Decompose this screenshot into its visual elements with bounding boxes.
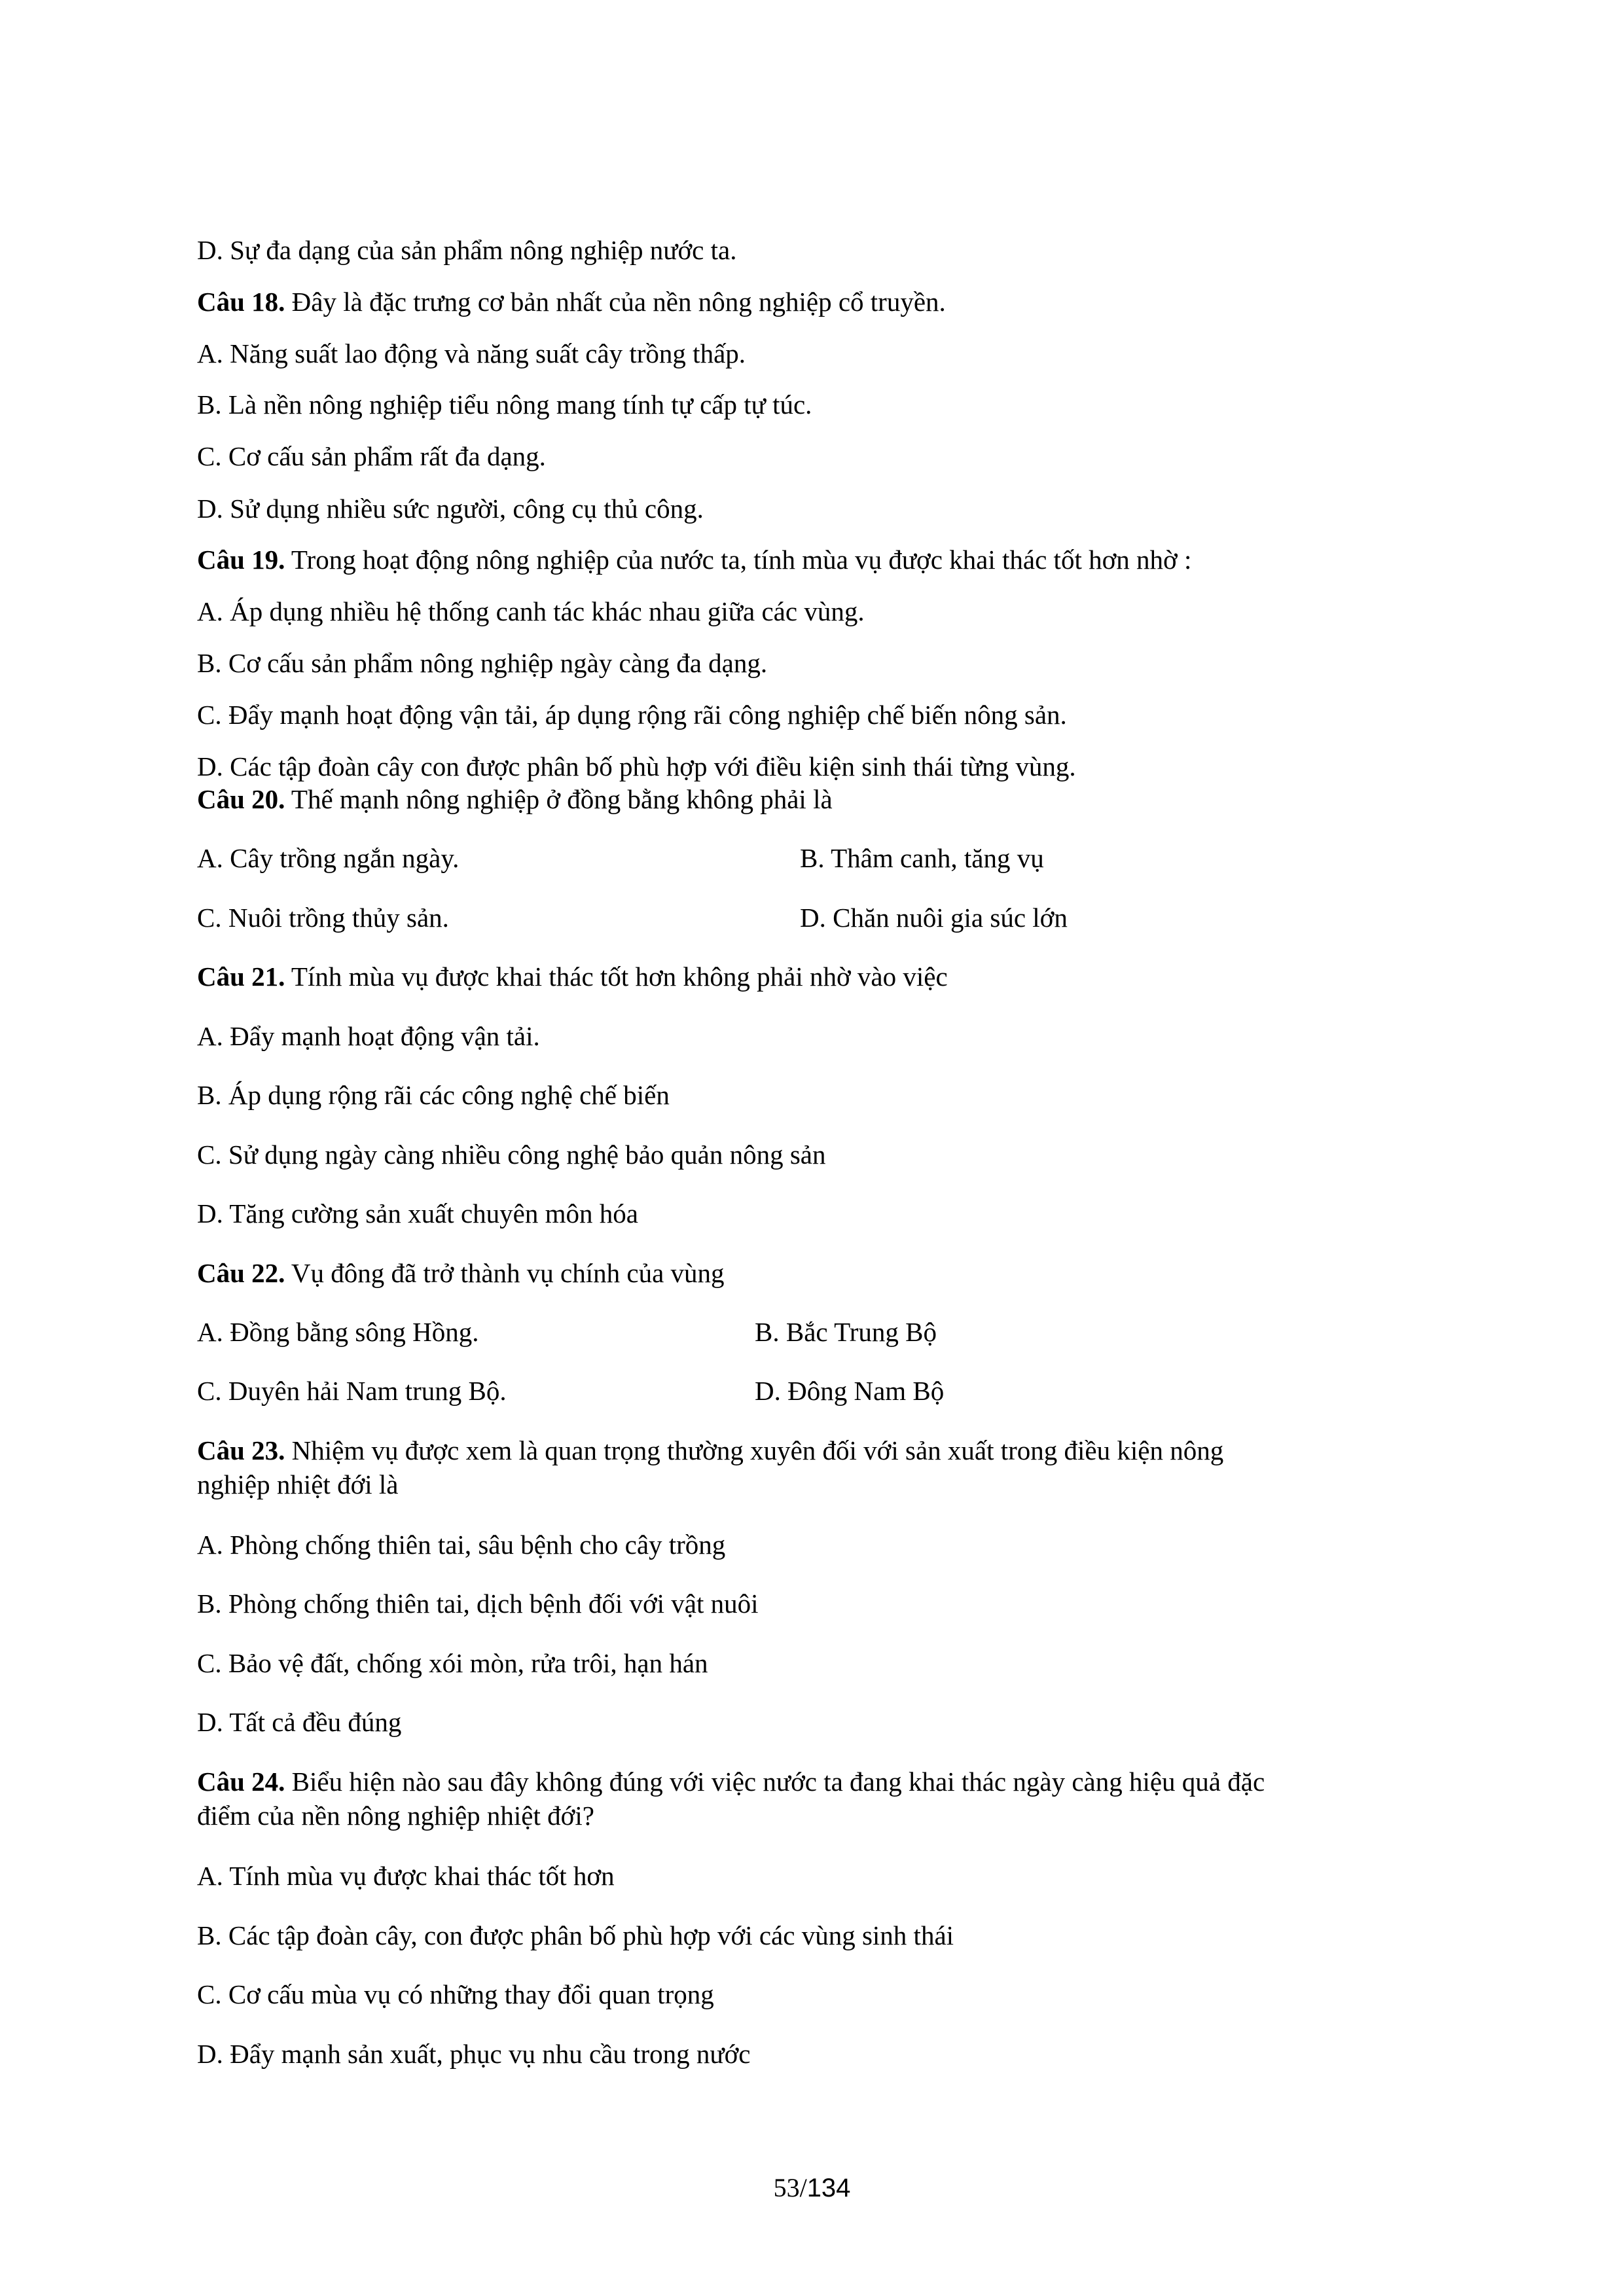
q20-option-d: D. Chăn nuôi gia súc lớn	[800, 903, 1068, 933]
q19-option-c: C. Đẩy mạnh hoạt động vận tải, áp dụng rộng rãi công nghiệp chế biến nông sản.	[197, 700, 1067, 730]
q21-option-b: B. Áp dụng rộng rãi các công nghệ chế biến	[197, 1080, 670, 1110]
page-number	[0, 2172, 1624, 2204]
q22-option-b: B. Bắc Trung Bộ	[755, 1317, 937, 1347]
q23-option-a: A. Phòng chống thiên tai, sâu bệnh cho cây trồng	[197, 1530, 726, 1560]
q24-option-b: B. Các tập đoàn cây, con được phân bố phù hợp với các vùng sinh thái	[197, 1920, 954, 1950]
q18-option-c: C. Cơ cấu sản phẩm rất đa dạng.	[197, 441, 546, 471]
page-current: 53/	[773, 2173, 807, 2202]
question-text: Trong hoạt động nông nghiệp của nước ta, tính mùa vụ được khai thác tốt hơn nhờ :	[285, 545, 1192, 575]
question-number: Câu 18.	[197, 287, 285, 317]
question-text: Thế mạnh nông nghiệp ở đồng bằng không phải là	[285, 784, 833, 814]
q19-option-a: A. Áp dụng nhiều hệ thống canh tác khác nhau giữa các vùng.	[197, 596, 865, 626]
question-19	[197, 543, 1191, 576]
question-21	[197, 960, 948, 993]
q24-option-c: C. Cơ cấu mùa vụ có những thay đổi quan trọng	[197, 1979, 714, 2009]
q20-option-b: B. Thâm canh, tăng vụ	[800, 843, 1044, 873]
q21-option-c: C. Sử dụng ngày càng nhiều công nghệ bảo quản nông sản	[197, 1139, 826, 1170]
q18-option-a: A. Năng suất lao động và năng suất cây trồng thấp.	[197, 338, 746, 368]
question-text: Nhiệm vụ được xem là quan trọng thường xuyên đối với sản xuất trong điều kiện nông	[285, 1435, 1224, 1465]
q23-option-b: B. Phòng chống thiên tai, dịch bệnh đối với vật nuôi	[197, 1588, 759, 1619]
question-number: Câu 21.	[197, 961, 285, 992]
question-number: Câu 23.	[197, 1435, 285, 1465]
question-24	[197, 1765, 1265, 1798]
question-22	[197, 1257, 725, 1289]
q22-option-a: A. Đồng bằng sông Hồng.	[197, 1317, 479, 1347]
q20-option-c: C. Nuôi trồng thủy sản.	[197, 903, 449, 933]
q17-option-d: D. Sự đa dạng của sản phẩm nông nghiệp nước ta.	[197, 235, 737, 265]
q21-option-a: A. Đẩy mạnh hoạt động vận tải.	[197, 1021, 540, 1051]
question-number: Câu 19.	[197, 545, 285, 575]
question-23	[197, 1434, 1223, 1467]
question-number: Câu 22.	[197, 1258, 285, 1288]
q24-option-a: A. Tính mùa vụ được khai thác tốt hơn	[197, 1861, 615, 1891]
q20-option-a: A. Cây trồng ngắn ngày.	[197, 843, 460, 873]
question-text: Tính mùa vụ được khai thác tốt hơn không phải nhờ vào việc	[285, 961, 948, 992]
question-text: Vụ đông đã trở thành vụ chính của vùng	[285, 1258, 725, 1288]
page-total: 134	[806, 2174, 851, 2202]
q21-option-d: D. Tăng cường sản xuất chuyên môn hóa	[197, 1198, 638, 1229]
q19-option-b: B. Cơ cấu sản phẩm nông nghiệp ngày càng đa dạng.	[197, 648, 768, 678]
q24-option-d: D. Đẩy mạnh sản xuất, phục vụ nhu cầu trong nước	[197, 2039, 751, 2069]
question-number: Câu 24.	[197, 1767, 285, 1797]
q18-option-d: D. Sử dụng nhiều sức người, công cụ thủ công.	[197, 493, 704, 524]
q23-option-c: C. Bảo vệ đất, chống xói mòn, rửa trôi, hạn hán	[197, 1648, 708, 1678]
q22-option-d: D. Đông Nam Bộ	[755, 1376, 945, 1406]
question-20	[197, 783, 833, 816]
question-24-continued: điểm của nền nông nghiệp nhiệt đới?	[197, 1801, 594, 1831]
question-18	[197, 285, 946, 318]
q22-option-c: C. Duyên hải Nam trung Bộ.	[197, 1376, 507, 1406]
question-text: Đây là đặc trưng cơ bản nhất của nền nông nghiệp cổ truyền.	[285, 287, 946, 317]
q23-option-d: D. Tất cả đều đúng	[197, 1707, 402, 1737]
question-number: Câu 20.	[197, 784, 285, 814]
question-23-continued: nghiệp nhiệt đới là	[197, 1469, 399, 1499]
question-text: Biểu hiện nào sau đây không đúng với việc nước ta đang khai thác ngày càng hiệu quả đặc	[285, 1767, 1265, 1797]
q19-option-d: D. Các tập đoàn cây con được phân bố phù hợp với điều kiện sinh thái từng vùng.	[197, 751, 1076, 781]
q18-option-b: B. Là nền nông nghiệp tiểu nông mang tính tự cấp tự túc.	[197, 389, 812, 420]
